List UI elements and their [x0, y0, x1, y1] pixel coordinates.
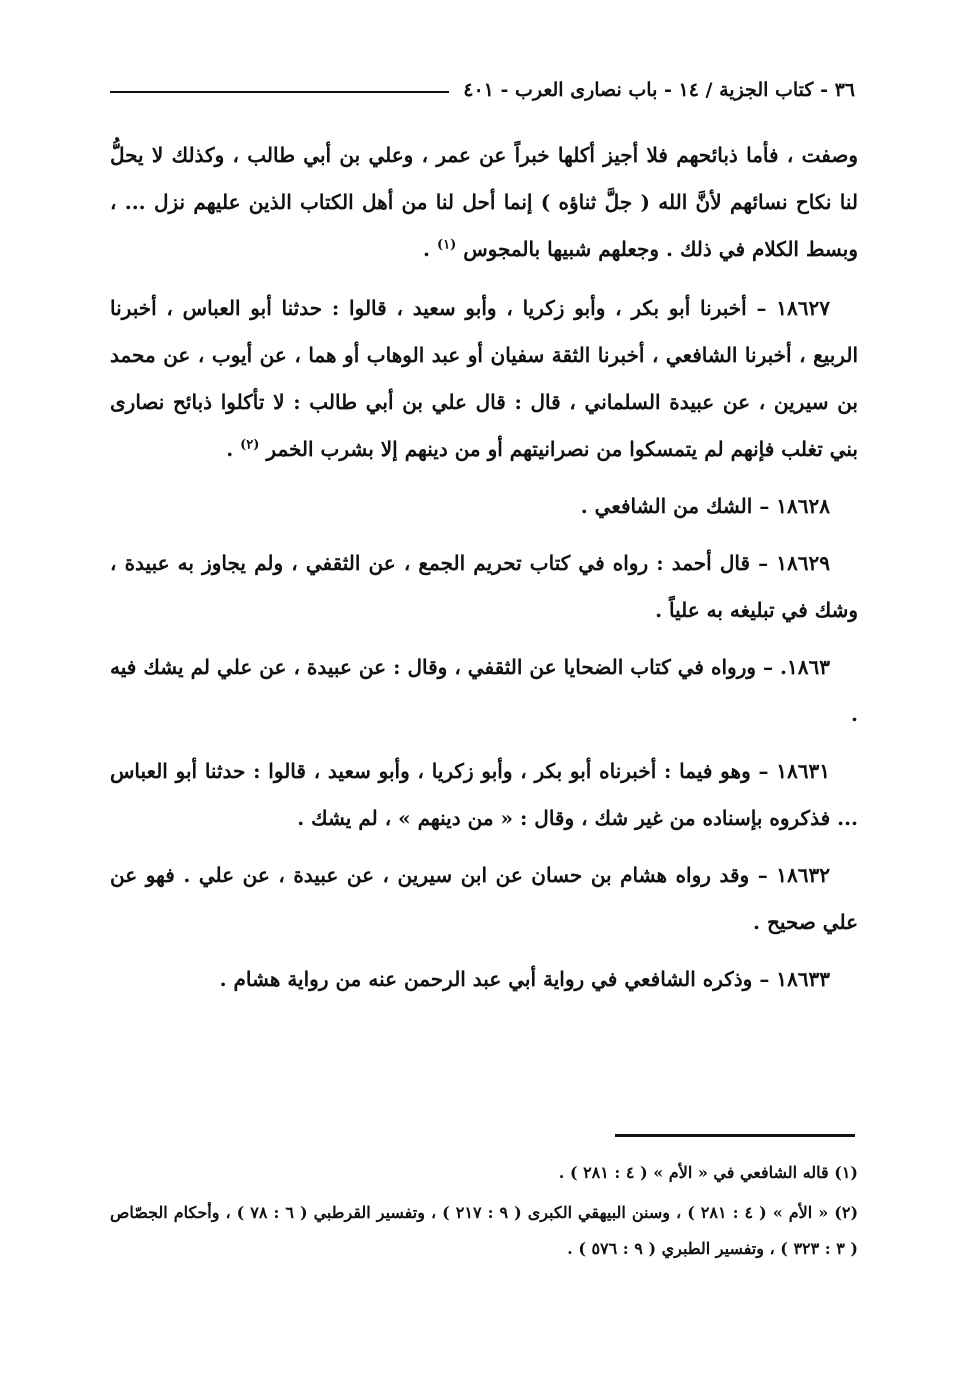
- hadith-paragraph-18628: [110, 483, 858, 530]
- number-separator: –: [759, 967, 770, 991]
- number-separator: –: [757, 863, 768, 887]
- number-separator: –: [758, 759, 769, 783]
- hadith-number: ١٨٦٢٧: [776, 296, 831, 320]
- number-separator: –: [763, 655, 774, 679]
- paragraph-text: وذكره الشافعي في رواية أبي عبد الرحمن عنه من رواية هشام .: [219, 967, 753, 991]
- number-separator: –: [756, 296, 767, 320]
- hadith-number: ١٨٦٣١: [776, 759, 831, 783]
- footnote-1: [110, 1155, 858, 1191]
- hadith-number: ١٨٦٣٢: [776, 863, 830, 887]
- footnote-reference: (٢): [240, 437, 260, 453]
- running-header: [110, 72, 855, 108]
- running-header-title: ٣٦ - كتاب الجزية / ١٤ - باب نصارى العرب - ٤٠١: [463, 79, 855, 101]
- hadith-paragraph-18632: [110, 852, 858, 946]
- hadith-paragraph-18627: [110, 285, 858, 473]
- number-separator: –: [758, 551, 769, 575]
- paragraph-text: أخبرنا أبو بكر ، وأبو زكريا ، وأبو سعيد ، قالوا : حدثنا أبو العباس ، أخبرنا الربيع ، أخبرنا الشافعي ، أخبرنا الثقة سفيان أو عبد الوهاب أو هما ، عن أيوب ، عن محمد بن سيرين ، عن عبيدة السلماني ، قال : قال علي بن أبي طالب : لا تأكلوا ذبائح نصارى بني تغلب فإنهم لم يتمسكوا من نصرانيتهم أو من دينهم إلا بشرب الخمر: [110, 296, 858, 461]
- footnote-reference: (١): [436, 237, 457, 253]
- paragraph-text: ورواه في كتاب الضحايا عن الثقفي ، وقال : عن عبيدة ، عن علي لم يشك فيه .: [110, 655, 858, 726]
- paragraph-text: قال أحمد : رواه في كتاب تحريم الجمع ، عن الثقفي ، ولم يجاوز به عبيدة ، وشك في تبليغه به علياً .: [110, 551, 858, 622]
- hadith-number: ١٨٦٣.: [780, 655, 830, 679]
- footnote-marker: (١): [834, 1163, 858, 1182]
- paragraph-text: وقد رواه هشام بن حسان عن ابن سيرين ، عن عبيدة ، عن علي . فهو عن علي صحيح .: [110, 863, 858, 934]
- footnote-text: قاله الشافعي في « الأم » ( ٤ : ٢٨١ ) .: [558, 1163, 829, 1182]
- footnotes: [110, 1155, 858, 1271]
- hadith-paragraph-18630: [110, 644, 858, 738]
- header-rule: [110, 91, 449, 93]
- paragraph-text: الشك من الشافعي .: [580, 494, 753, 518]
- hadith-number: ١٨٦٢٨: [776, 494, 830, 518]
- hadith-paragraph-18629: [110, 540, 858, 634]
- hadith-paragraph-18633: [110, 956, 858, 1003]
- paragraph-text: وهو فيما : أخبرناه أبو بكر ، وأبو زكريا ، وأبو سعيد ، قالوا : حدثنا أبو العباس ... فذكروه بإسناده من غير شك ، وقال : « من دينهم » ، لم يشك .: [110, 759, 858, 830]
- footnote-marker: (٢): [834, 1203, 859, 1222]
- paragraph-intro: [110, 132, 858, 273]
- paragraph-tail: .: [226, 437, 234, 461]
- hadith-number: ١٨٦٣٣: [776, 967, 830, 991]
- paragraph-text: وصفت ، فأما ذبائحهم فلا أجيز أكلها خبراً عن عمر ، وعلي بن أبي طالب ، وكذلك لا يحلُّ لنا نكاح نسائهم لأنَّ الله ( جلَّ ثناؤه ) إنما أحل لنا من أهل الكتاب الذين عليهم نزل ... ، وبسط الكلام في ذلك . وجعلهم شبيها بالمجوس: [110, 143, 858, 261]
- footnote-2: [110, 1195, 858, 1267]
- main-text: [110, 132, 858, 1013]
- footnote-divider: [615, 1134, 855, 1137]
- footnote-text: « الأم » ( ٤ : ٢٨١ ) ، وسنن البيهقي الكبرى ( ٩ : ٢١٧ ) ، وتفسير القرطبي ( ٦ : ٧٨ ) ، وأحكام الجصّاص ( ٣ : ٣٢٣ ) ، وتفسير الطبري ( ٩ : ٥٧٦ ) .: [110, 1203, 858, 1258]
- paragraph-tail: .: [423, 237, 430, 261]
- hadith-paragraph-18631: [110, 748, 858, 842]
- number-separator: –: [759, 494, 770, 518]
- hadith-number: ١٨٦٢٩: [776, 551, 830, 575]
